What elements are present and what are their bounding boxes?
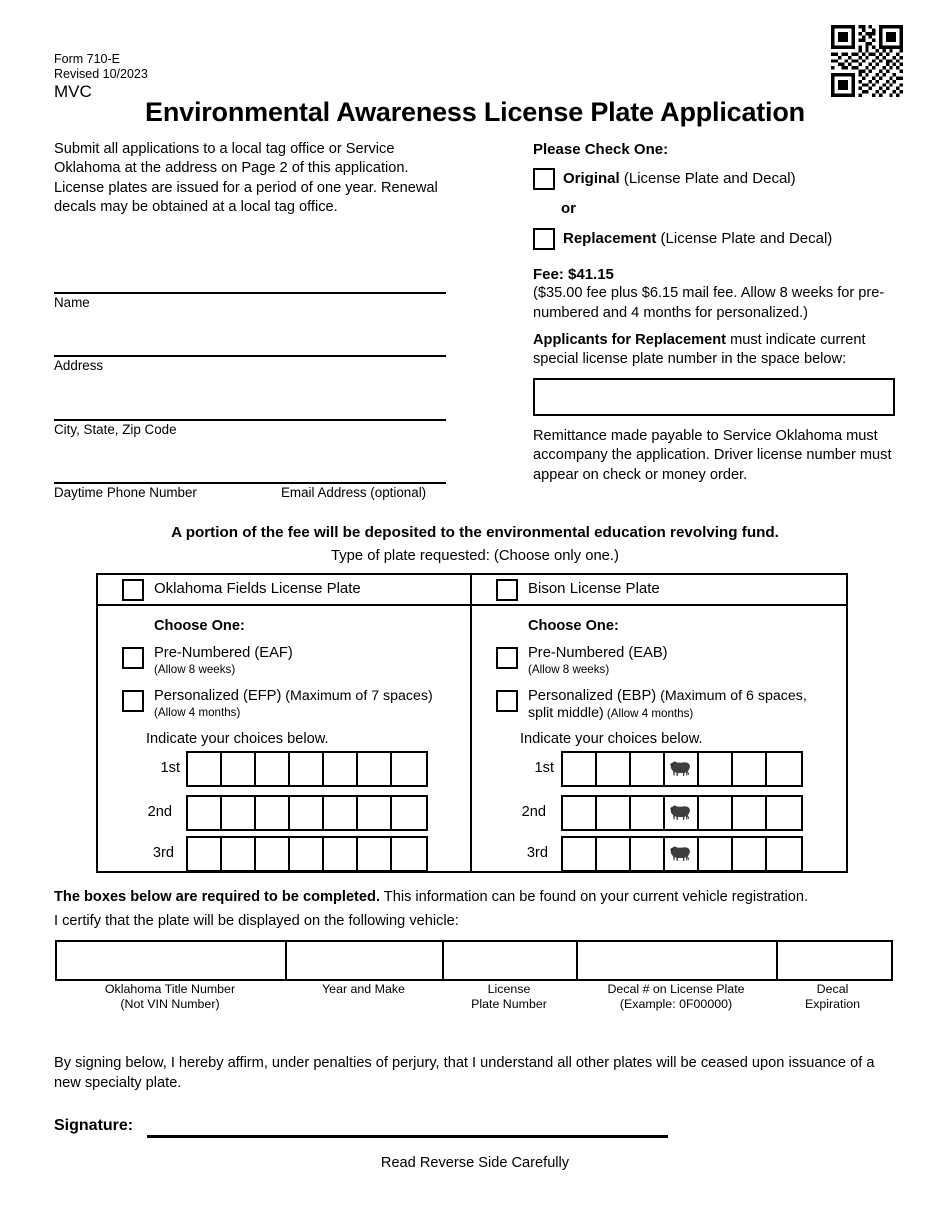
replacement-instructions (533, 331, 905, 370)
caption-decal-expiration (776, 982, 889, 1012)
char-cell[interactable] (188, 797, 222, 829)
checkbox-replacement[interactable] (533, 228, 555, 250)
checkbox-bison-plate[interactable] (496, 579, 518, 601)
fee-amount: Fee: $41.15 (533, 266, 614, 283)
vehicle-info-table (55, 940, 893, 981)
plate-column-oklahoma-fields (98, 575, 472, 871)
right-choice-row-3[interactable] (561, 836, 803, 872)
left-row-label-2nd: 2nd (147, 804, 172, 820)
personalized-efp-name: Personalized (EFP) (154, 688, 282, 704)
intro-paragraph: Submit all applications to a local tag office or Service Oklahoma at the address on Page 2 of this application. License plates are issued for a period of one year. Renewal decals may be obtained at a local tag office. (54, 141, 438, 215)
checkbox-personalized-ebp[interactable] (496, 690, 518, 712)
plate-column-bison (472, 575, 846, 871)
email-field-label: Email Address (optional) (281, 485, 427, 500)
right-choice-row-1[interactable] (561, 751, 803, 787)
form-number: Form 710-E (54, 52, 120, 66)
char-cell[interactable] (699, 753, 733, 785)
fund-notice: A portion of the fee will be deposited to the environmental education revolving fund. (171, 524, 779, 541)
fee-detail: ($35.00 fee plus $6.15 mail fee. Allow 8 weeks for pre-numbered and 4 months for personalized.) (533, 285, 885, 321)
name-field-label: Name (54, 295, 90, 310)
bison-header (472, 575, 846, 606)
char-cell[interactable] (392, 838, 426, 870)
qr-code-icon (831, 25, 903, 97)
bison-icon (665, 753, 699, 785)
form-meta (54, 52, 148, 81)
city-state-zip-field-line[interactable] (54, 419, 446, 421)
char-cell[interactable] (597, 838, 631, 870)
vehicle-plate-number-input[interactable] (444, 942, 578, 979)
left-choose-one-heading: Choose One: (154, 618, 245, 634)
remittance-note: Remittance made payable to Service Oklahoma must accompany the application. Driver license number must appear on check or money order. (533, 428, 892, 483)
char-cell[interactable] (767, 753, 801, 785)
checkbox-prenumbered-eab[interactable] (496, 647, 518, 669)
caption-decal-number-l2: (Example: 0F00000) (619, 997, 733, 1011)
right-choice-row-2[interactable] (561, 795, 803, 831)
right-choose-one-heading: Choose One: (528, 618, 619, 634)
char-cell[interactable] (733, 797, 767, 829)
form-revision-date: Revised 10/2023 (54, 66, 148, 81)
left-choice-row-1[interactable] (186, 751, 428, 787)
vehicle-required-note (54, 889, 808, 905)
right-indicate-choices: Indicate your choices below. (520, 731, 703, 747)
caption-decal-expiration-l2: Expiration (804, 997, 861, 1011)
char-cell[interactable] (188, 838, 222, 870)
address-field-line[interactable] (54, 355, 446, 357)
address-field-label: Address (54, 358, 104, 373)
fee-block (533, 265, 903, 323)
bison-icon (665, 797, 699, 829)
right-row-label-2nd: 2nd (521, 804, 546, 820)
caption-title-number (55, 982, 285, 1012)
char-cell[interactable] (324, 797, 358, 829)
personalized-ebp-label-line2 (528, 705, 693, 722)
page-title: Environmental Awareness License Plate Application (145, 97, 805, 127)
replacement-instructions-bold: Applicants for Replacement (533, 332, 727, 348)
bison-label: Bison License Plate (528, 580, 660, 597)
caption-plate-number-l1: License (487, 982, 531, 996)
char-cell[interactable] (222, 797, 256, 829)
vehicle-title-number-input[interactable] (57, 942, 287, 979)
char-cell[interactable] (699, 838, 733, 870)
char-cell[interactable] (597, 753, 631, 785)
replacement-plate-number-input[interactable] (533, 378, 895, 416)
char-cell[interactable] (358, 753, 392, 785)
prenumbered-eaf-label: Pre-Numbered (EAF) (154, 645, 293, 661)
char-cell[interactable] (358, 838, 392, 870)
caption-plate-number-l2: Plate Number (471, 997, 547, 1011)
char-cell[interactable] (222, 753, 256, 785)
char-cell[interactable] (563, 753, 597, 785)
name-field-line[interactable] (54, 292, 446, 294)
char-cell[interactable] (631, 753, 665, 785)
prenumbered-eaf-note: (Allow 8 weeks) (154, 663, 236, 676)
caption-year-make-l1: Year and Make (322, 982, 405, 996)
vehicle-year-make-input[interactable] (287, 942, 444, 979)
caption-title-number-l1: Oklahoma Title Number (104, 982, 236, 996)
prenumbered-eab-label: Pre-Numbered (EAB) (528, 645, 668, 661)
replacement-instructions-rest: must indicate current special license plate number in the space below: (533, 332, 866, 368)
char-cell[interactable] (188, 753, 222, 785)
caption-decal-number-l1: Decal # on License Plate (607, 982, 745, 996)
personalized-ebp-label (528, 688, 828, 705)
city-state-zip-field-label: City, State, Zip Code (54, 422, 177, 437)
replacement-rest-text: (License Plate and Decal) (656, 230, 833, 247)
personalized-efp-note: (Allow 4 months) (154, 706, 241, 719)
char-cell[interactable] (256, 797, 290, 829)
personalized-efp-paren: (Maximum of 7 spaces) (281, 688, 433, 704)
char-cell[interactable] (563, 838, 597, 870)
char-cell[interactable] (290, 753, 324, 785)
char-cell[interactable] (631, 797, 665, 829)
original-rest-text: (License Plate and Decal) (619, 170, 796, 187)
char-cell[interactable] (767, 797, 801, 829)
char-cell[interactable] (767, 838, 801, 870)
char-cell[interactable] (222, 838, 256, 870)
oklahoma-fields-header (98, 575, 470, 606)
personalized-efp-label (154, 688, 433, 705)
char-cell[interactable] (631, 838, 665, 870)
replacement-bold-text: Replacement (563, 230, 657, 247)
vehicle-certify-line: I certify that the plate will be displayed on the following vehicle: (54, 913, 459, 929)
vehicle-decal-expiration-input[interactable] (778, 942, 891, 979)
char-cell[interactable] (733, 753, 767, 785)
bison-icon (665, 838, 699, 870)
personalized-ebp-paren2: split middle) (528, 705, 604, 721)
personalized-ebp-name: Personalized (EBP) (528, 688, 657, 704)
original-bold-text: Original (563, 170, 620, 187)
caption-decal-expiration-l1: Decal (816, 982, 849, 996)
caption-year-make (285, 982, 442, 1012)
char-cell[interactable] (256, 838, 290, 870)
oklahoma-fields-label: Oklahoma Fields License Plate (154, 580, 361, 597)
agency-label: MVC (54, 82, 92, 101)
check-one-heading: Please Check One: (533, 141, 669, 158)
left-choice-row-3[interactable] (186, 836, 428, 872)
char-cell[interactable] (563, 797, 597, 829)
signature-input[interactable] (147, 1135, 668, 1138)
char-cell[interactable] (699, 797, 733, 829)
char-cell[interactable] (290, 838, 324, 870)
checkbox-oklahoma-fields-plate[interactable] (122, 579, 144, 601)
char-cell[interactable] (358, 797, 392, 829)
char-cell[interactable] (290, 797, 324, 829)
char-cell[interactable] (256, 753, 290, 785)
char-cell[interactable] (597, 797, 631, 829)
right-row-label-1st: 1st (534, 760, 554, 776)
phone-field-label: Daytime Phone Number (54, 485, 197, 500)
caption-title-number-l2: (Not VIN Number) (120, 997, 220, 1011)
vehicle-decal-number-input[interactable] (578, 942, 778, 979)
left-choice-row-2[interactable] (186, 795, 428, 831)
vehicle-required-bold: The boxes below are required to be completed. (54, 889, 381, 905)
right-row-label-3rd: 3rd (526, 845, 548, 861)
char-cell[interactable] (324, 838, 358, 870)
checkbox-personalized-efp[interactable] (122, 690, 144, 712)
personalized-ebp-note: (Allow 4 months) (603, 707, 694, 720)
checkbox-original[interactable] (533, 168, 555, 190)
checkbox-prenumbered-eaf[interactable] (122, 647, 144, 669)
replacement-option-label (563, 230, 832, 248)
vehicle-table-captions (55, 982, 893, 1012)
char-cell[interactable] (392, 753, 426, 785)
char-cell[interactable] (392, 797, 426, 829)
char-cell[interactable] (324, 753, 358, 785)
phone-email-field-line[interactable] (54, 482, 446, 484)
plate-type-instruction: Type of plate requested: (Choose only one.) (331, 548, 619, 564)
vehicle-required-rest: This information can be found on your current vehicle registration. (380, 889, 809, 905)
original-option-label (563, 170, 796, 188)
signature-label: Signature: (54, 1117, 134, 1134)
left-row-label-1st: 1st (160, 760, 180, 776)
or-separator: or (561, 200, 576, 217)
char-cell[interactable] (733, 838, 767, 870)
footer-note: Read Reverse Side Carefully (380, 1155, 570, 1171)
caption-plate-number (442, 982, 576, 1012)
prenumbered-eab-note: (Allow 8 weeks) (528, 663, 610, 676)
left-indicate-choices: Indicate your choices below. (146, 731, 329, 747)
left-row-label-3rd: 3rd (152, 845, 174, 861)
personalized-ebp-paren: (Maximum of 6 spaces, (656, 688, 807, 704)
plate-selection-box (96, 573, 848, 873)
affirmation-text: By signing below, I hereby affirm, under penalties of perjury, that I understand all other plates will be ceased upon issuance of a new specialty plate. (54, 1055, 875, 1091)
caption-decal-number (576, 982, 776, 1012)
